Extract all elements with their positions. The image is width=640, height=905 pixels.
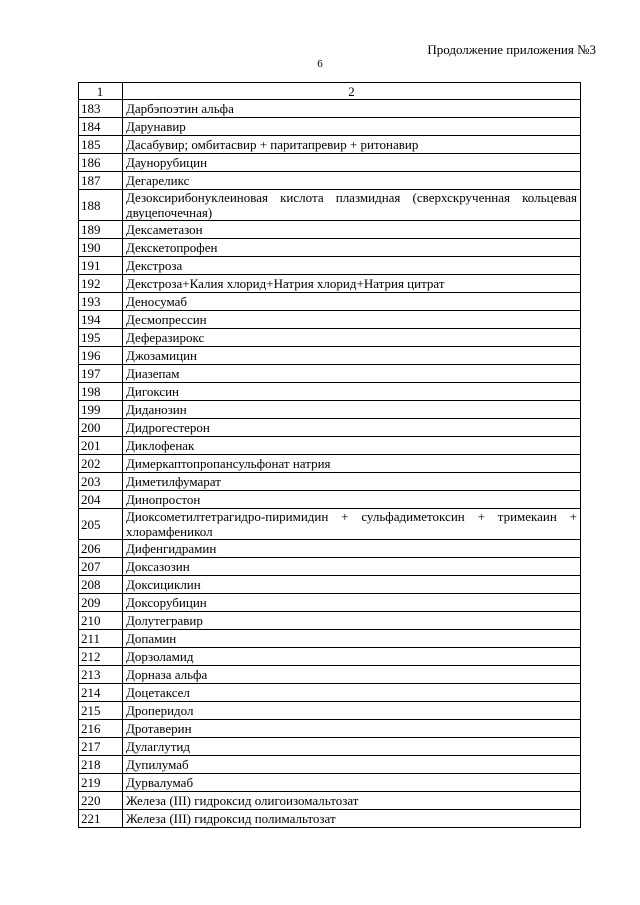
drug-name: Деносумаб: [123, 293, 581, 311]
drug-name: Дротаверин: [123, 720, 581, 738]
drug-name: Димеркаптопропансульфонат натрия: [123, 455, 581, 473]
row-number: 210: [79, 612, 123, 630]
row-number: 201: [79, 437, 123, 455]
table-row: [79, 257, 581, 275]
table-row: [79, 455, 581, 473]
row-number: 189: [79, 221, 123, 239]
table-row: [79, 329, 581, 347]
drug-name: Долутегравир: [123, 612, 581, 630]
table-row: [79, 792, 581, 810]
drug-name: Динопростон: [123, 491, 581, 509]
table-row: [79, 666, 581, 684]
drug-name: Дупилумаб: [123, 756, 581, 774]
row-number: 218: [79, 756, 123, 774]
drug-name: Дидрогестерон: [123, 419, 581, 437]
column-header-1: 1: [79, 83, 123, 100]
row-number: 183: [79, 100, 123, 118]
table-row: [79, 221, 581, 239]
row-number: 213: [79, 666, 123, 684]
row-number: 207: [79, 558, 123, 576]
drug-name: Дарунавир: [123, 118, 581, 136]
table-row: [79, 684, 581, 702]
row-number: 194: [79, 311, 123, 329]
row-number: 187: [79, 172, 123, 190]
table-row: [79, 702, 581, 720]
drug-name: Диданозин: [123, 401, 581, 419]
row-number: 217: [79, 738, 123, 756]
table-row: [79, 756, 581, 774]
table-row: [79, 720, 581, 738]
row-number: 206: [79, 540, 123, 558]
table-row: [79, 576, 581, 594]
table-row: [79, 100, 581, 118]
row-number: 190: [79, 239, 123, 257]
drug-name: Дулаглутид: [123, 738, 581, 756]
row-number: 211: [79, 630, 123, 648]
table-row: [79, 540, 581, 558]
row-number: 208: [79, 576, 123, 594]
row-number: 203: [79, 473, 123, 491]
drug-name: Декстроза: [123, 257, 581, 275]
table-row: [79, 594, 581, 612]
table-row: [79, 473, 581, 491]
drug-name: Дорназа альфа: [123, 666, 581, 684]
table-row: [79, 558, 581, 576]
table-row: [79, 612, 581, 630]
table-row: [79, 293, 581, 311]
table-row: [79, 172, 581, 190]
drug-name: Диклофенак: [123, 437, 581, 455]
table-row: [79, 190, 581, 221]
drug-name: Декстроза+Калия хлорид+Натрия хлорид+Натрия цитрат: [123, 275, 581, 293]
row-number: 186: [79, 154, 123, 172]
row-number: 191: [79, 257, 123, 275]
drug-name: Дарбэпоэтин альфа: [123, 100, 581, 118]
drug-name: Деферазирокс: [123, 329, 581, 347]
drug-name: Десмопрессин: [123, 311, 581, 329]
row-number: 200: [79, 419, 123, 437]
table-row: [79, 136, 581, 154]
table-row: [79, 118, 581, 136]
row-number: 193: [79, 293, 123, 311]
drug-name: Дексаметазон: [123, 221, 581, 239]
row-number: 192: [79, 275, 123, 293]
drug-name: Диметилфумарат: [123, 473, 581, 491]
page-number: 6: [317, 58, 323, 70]
table-row: [79, 437, 581, 455]
row-number: 216: [79, 720, 123, 738]
table-row: [79, 491, 581, 509]
table-row: [79, 810, 581, 828]
drug-name: Доксазозин: [123, 558, 581, 576]
drug-name: Дигоксин: [123, 383, 581, 401]
row-number: 219: [79, 774, 123, 792]
table-row: [79, 365, 581, 383]
drug-name: Доксициклин: [123, 576, 581, 594]
drug-name: Дезоксирибонуклеиновая кислота плазмидная (сверхскрученная кольцевая двуцепочечная): [123, 190, 581, 221]
row-number: 198: [79, 383, 123, 401]
row-number: 196: [79, 347, 123, 365]
drug-name: Даунорубицин: [123, 154, 581, 172]
table-row: [79, 154, 581, 172]
row-number: 185: [79, 136, 123, 154]
row-number: 209: [79, 594, 123, 612]
continuation-header: Продолжение приложения №3: [427, 42, 596, 57]
row-number: 199: [79, 401, 123, 419]
row-number: 214: [79, 684, 123, 702]
row-number: 202: [79, 455, 123, 473]
drug-name: Доксорубицин: [123, 594, 581, 612]
table-row: [79, 275, 581, 293]
row-number: 188: [79, 190, 123, 221]
column-header-2: 2: [123, 83, 581, 100]
drug-name: Диазепам: [123, 365, 581, 383]
table-row: [79, 648, 581, 666]
drug-name: Железа (III) гидроксид олигоизомальтозат: [123, 792, 581, 810]
table-row: [79, 239, 581, 257]
row-number: 215: [79, 702, 123, 720]
row-number: 212: [79, 648, 123, 666]
table-row: [79, 738, 581, 756]
drug-name: Доцетаксел: [123, 684, 581, 702]
row-number: 197: [79, 365, 123, 383]
table-row: [79, 419, 581, 437]
table-row: [79, 509, 581, 540]
drug-name: Диоксометилтетрагидро-пиримидин + сульфадиметоксин + тримекаин + хлорамфеникол: [123, 509, 581, 540]
row-number: 221: [79, 810, 123, 828]
drug-name: Железа (III) гидроксид полимальтозат: [123, 810, 581, 828]
row-number: 184: [79, 118, 123, 136]
row-number: 195: [79, 329, 123, 347]
drug-name: Дурвалумаб: [123, 774, 581, 792]
table-row: [79, 383, 581, 401]
drug-name: Джозамицин: [123, 347, 581, 365]
drug-name: Допамин: [123, 630, 581, 648]
table-row: [79, 347, 581, 365]
row-number: 220: [79, 792, 123, 810]
table-row: [79, 774, 581, 792]
drug-name: Дегареликс: [123, 172, 581, 190]
table-row: [79, 630, 581, 648]
drug-name: Дорзоламид: [123, 648, 581, 666]
drug-name: Дроперидол: [123, 702, 581, 720]
drug-name: Декскетопрофен: [123, 239, 581, 257]
table-row: [79, 311, 581, 329]
drug-name: Дифенгидрамин: [123, 540, 581, 558]
row-number: 204: [79, 491, 123, 509]
drug-name: Дасабувир; омбитасвир + паритапревир + ритонавир: [123, 136, 581, 154]
drug-table: [78, 82, 581, 828]
row-number: 205: [79, 509, 123, 540]
table-header-row: [79, 83, 581, 100]
table-row: [79, 401, 581, 419]
